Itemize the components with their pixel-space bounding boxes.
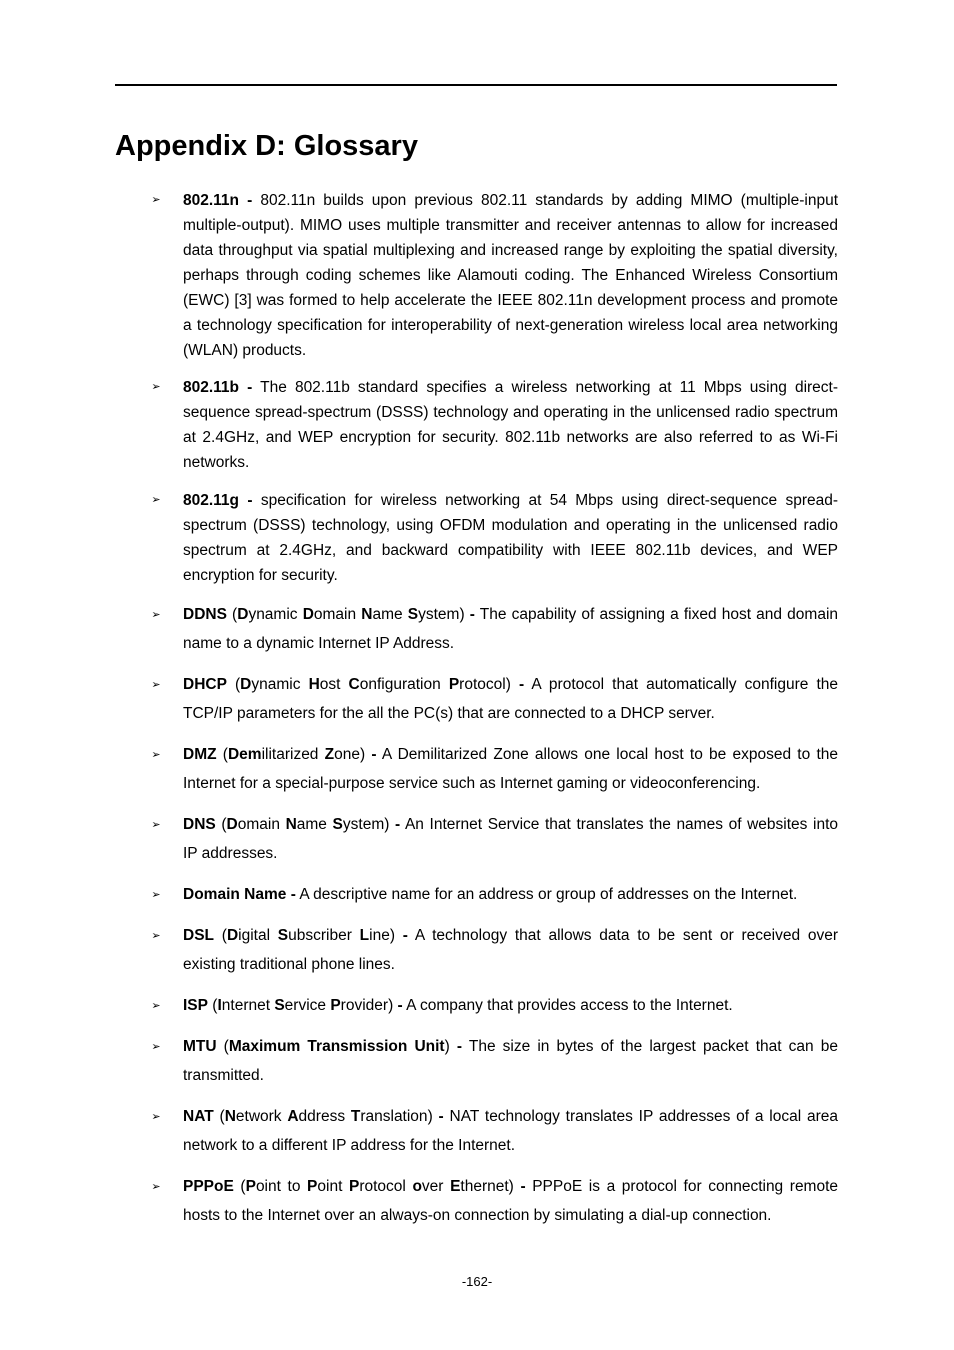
expansion-rest: rotocol — [359, 1178, 413, 1195]
glossary-term: DHCP — [183, 676, 227, 693]
glossary-term: ISP — [183, 997, 208, 1014]
term-separator: - — [247, 379, 253, 396]
term-separator: - — [371, 746, 377, 763]
glossary-entry: ➢ MTU (Maximum Transmission Unit) - The size in bytes of the largest packet that can be transmitted. — [183, 1033, 838, 1090]
glossary-definition: A technology that allows data to be sent or received over existing traditional phone lines. — [183, 927, 839, 973]
term-expansion — [228, 746, 360, 763]
expansion-rest: rotocol — [459, 676, 506, 693]
bullet-icon: ➢ — [151, 819, 161, 831]
term-separator: - — [290, 886, 296, 903]
expansion-rest: omain — [313, 606, 362, 623]
expansion-initial: P — [448, 676, 460, 693]
term-separator: - — [438, 1108, 444, 1125]
expansion-rest: ystem — [342, 816, 385, 833]
term-separator: - — [518, 676, 525, 693]
glossary-entry — [151, 488, 839, 588]
glossary-term: Domain Name — [183, 886, 287, 903]
term-separator: - — [402, 927, 408, 944]
expansion-initial: P — [348, 1178, 360, 1195]
expansion-initial: Z — [324, 746, 335, 763]
glossary-term: DMZ — [183, 746, 217, 763]
glossary-definition: specification for wireless networking at 54 Mbps using direct-sequence spread-spectrum (DSSS) technology, using OFDM modulation and operating in the unlicensed radio spectrum at 2.4GHz, and backward compatibility with IEEE 802.11b devices, and WEP encryption for security. — [183, 492, 839, 584]
expansion-initial: C — [348, 676, 360, 693]
glossary-definition: The size in bytes of the largest packet that can be transmitted. — [183, 1038, 838, 1084]
glossary-definition: A descriptive name for an address or group of addresses on the Internet. — [299, 886, 798, 903]
expansion-initial: S — [332, 816, 343, 833]
term-separator: - — [520, 1178, 526, 1195]
expansion-rest: ystem — [418, 606, 460, 623]
bullet-icon: ➢ — [151, 749, 161, 761]
expansion-rest: ynamic — [248, 606, 303, 623]
glossary-entry — [151, 881, 838, 910]
expansion-rest: ame — [296, 816, 333, 833]
expansion-rest: ervice — [284, 997, 331, 1014]
term-expansion — [237, 606, 459, 623]
glossary-definition: PPPoE is a protocol for connecting remote hosts to the Internet over an always-on connection by simulating a dial-up connection. — [183, 1178, 839, 1224]
expansion-initial: o — [412, 1178, 422, 1195]
page-title: Appendix D: Glossary — [115, 130, 418, 162]
bullet-icon: ➢ — [151, 494, 161, 506]
term-expansion — [227, 927, 390, 944]
glossary-entry: ➢ DMZ (Demilitarized Zone) - A Demilitarized Zone allows one local host to be exposed to the Internet for a special-purpose service such as Internet gaming or videoconferencing. — [183, 741, 838, 798]
glossary-definition: A protocol that automatically configure the TCP/IP parameters for the all the PC(s) that are connected to a DHCP server. — [183, 676, 839, 722]
term-separator: - — [247, 492, 253, 509]
glossary-term: 802.11n — [183, 192, 240, 209]
bullet-icon: ➢ — [151, 1000, 161, 1012]
term-expansion — [227, 816, 385, 833]
term-expansion — [225, 1108, 428, 1125]
term-separator: - — [395, 816, 401, 833]
glossary-entry — [151, 375, 839, 475]
expansion-initial: S — [407, 606, 419, 623]
glossary-definition: A company that provides access to the Internet. — [406, 997, 733, 1014]
bullet-icon: ➢ — [151, 194, 161, 206]
glossary-term: DSL — [183, 927, 214, 944]
glossary-entry: ➢ ISP (Internet Service Provider) - A company that provides access to the Internet. — [183, 992, 838, 1021]
expansion-initial: A — [287, 1108, 299, 1125]
term-separator: - — [247, 192, 253, 209]
expansion-rest: onfiguration — [359, 676, 449, 693]
term-expansion — [217, 997, 388, 1014]
expansion-initial: S — [274, 997, 285, 1014]
expansion-initial: H — [308, 676, 320, 693]
page-number: -162- — [461, 1274, 493, 1289]
expansion-initial: N — [224, 1108, 236, 1125]
glossary-entry: ➢ DDNS (Dynamic Domain Name System) - The capability of assigning a fixed host and domain name to a dynamic Internet IP Address. — [183, 601, 838, 658]
expansion-initial: L — [359, 927, 370, 944]
expansion-initial: I — [217, 997, 222, 1014]
glossary-term: MTU — [183, 1038, 217, 1055]
expansion-rest: omain — [237, 816, 286, 833]
expansion-rest: nternet — [221, 997, 275, 1014]
bullet-icon: ➢ — [151, 1111, 161, 1123]
glossary-term: 802.11g — [183, 492, 240, 509]
expansion-initial: De — [227, 746, 248, 763]
expansion-initial: T — [350, 1108, 361, 1125]
expansion-rest: etwork — [235, 1108, 288, 1125]
expansion-initial: E — [450, 1178, 461, 1195]
expansion-rest: ynamic — [251, 676, 309, 693]
expansion-initial: N — [361, 606, 373, 623]
expansion-rest: oint to — [255, 1178, 308, 1195]
expansion-rest: ost — [319, 676, 349, 693]
expansion-initial: m — [247, 746, 262, 763]
glossary-entry: ➢ NAT (Network Address Translation) - NAT technology translates IP addresses of a local area network to a different IP address for the Internet. — [183, 1103, 838, 1160]
expansion-rest: ubscriber — [288, 927, 360, 944]
term-separator: - — [397, 997, 403, 1014]
term-expansion — [246, 1178, 509, 1195]
expansion-rest: ilitarized — [261, 746, 325, 763]
term-expansion — [240, 676, 506, 693]
expansion-initial: D — [240, 676, 252, 693]
expansion-rest: thernet — [460, 1178, 509, 1195]
glossary-entry: ➢ DSL (Digital Subscriber Line) - A technology that allows data to be sent or received over existing traditional phone lines. — [183, 922, 838, 979]
bullet-icon: ➢ — [151, 609, 161, 621]
bullet-icon: ➢ — [151, 381, 161, 393]
expansion-initial: D — [237, 606, 249, 623]
expansion-rest: oint — [317, 1178, 349, 1195]
glossary-definition: NAT technology translates IP addresses of a local area network to a different IP address for the Internet. — [183, 1108, 838, 1154]
glossary-entry: ➢ PPPoE (Point to Point Protocol over Ethernet) - PPPoE is a protocol for connecting remote hosts to the Internet over an always-on connection by simulating a dial-up connection. — [183, 1173, 838, 1230]
expansion-initial: P — [245, 1178, 256, 1195]
expansion-rest: ver — [421, 1178, 451, 1195]
glossary-definition: The 802.11b standard specifies a wireless networking at 11 Mbps using direct-sequence spread-spectrum (DSSS) technology and operating in the unlicensed radio spectrum at 2.4GHz, and WEP encryption for security. 802.11b networks are also referred to as Wi-Fi networks. — [183, 379, 839, 471]
expansion-rest: ranslation — [360, 1108, 428, 1125]
glossary-term: DNS — [183, 816, 216, 833]
glossary-entry: ➢ DHCP (Dynamic Host Configuration Protocol) - A protocol that automatically configure the TCP/IP parameters for the all the PC(s) that are connected to a DHCP server. — [183, 671, 838, 728]
expansion-initial: S — [277, 927, 289, 944]
expansion-initial: D — [226, 927, 239, 944]
term-expansion — [229, 1038, 445, 1055]
expansion-initial: N — [285, 816, 297, 833]
expansion-rest: one — [334, 746, 360, 763]
glossary-term: 802.11b — [183, 379, 240, 396]
bullet-icon: ➢ — [151, 1041, 161, 1053]
expansion-initial: D — [302, 606, 314, 623]
glossary-entry — [151, 188, 839, 363]
bullet-icon: ➢ — [151, 679, 161, 691]
expansion-rest: ddress — [298, 1108, 351, 1125]
glossary-definition: An Internet Service that translates the names of websites into IP addresses. — [183, 816, 839, 862]
glossary-definition: The capability of assigning a fixed host and domain name to a dynamic Internet IP Address. — [183, 606, 839, 652]
glossary-term: DDNS — [183, 606, 227, 623]
glossary-definition: 802.11n builds upon previous 802.11 standards by adding MIMO (multiple-input multiple-output). MIMO uses multiple transmitter and receiver antennas to allow for increased data throughput via spatial multiplexing and increased range by exploiting the spatial diversity, perhaps through coding schemes like Alamouti coding. The Enhanced Wireless Consortium (EWC) [3] was formed to help accelerate the IEEE 802.11n development process and promote a technology specification for interoperability of next-generation wireless local area networking (WLAN) products. — [183, 192, 839, 359]
expansion-initial: P — [330, 997, 341, 1014]
glossary-entry: ➢ DNS (Domain Name System) - An Internet Service that translates the names of websites into IP addresses. — [183, 811, 838, 868]
expansion-rest: ine — [369, 927, 390, 944]
term-separator: - — [469, 606, 475, 623]
glossary-term: NAT — [183, 1108, 214, 1125]
expansion-initial: Maximum Transmission Unit — [228, 1038, 445, 1055]
glossary-term: PPPoE — [183, 1178, 234, 1195]
expansion-rest: ame — [372, 606, 408, 623]
expansion-initial: D — [226, 816, 238, 833]
bullet-icon: ➢ — [151, 1181, 161, 1193]
glossary-definition: A Demilitarized Zone allows one local host to be exposed to the Internet for a special-purpose service such as Internet gaming or videoconferencing. — [183, 746, 838, 792]
expansion-rest: igital — [238, 927, 278, 944]
expansion-initial: P — [307, 1178, 318, 1195]
expansion-rest: rovider — [340, 997, 389, 1014]
bullet-icon: ➢ — [151, 889, 161, 901]
bullet-icon: ➢ — [151, 930, 161, 942]
term-separator: - — [456, 1038, 463, 1055]
